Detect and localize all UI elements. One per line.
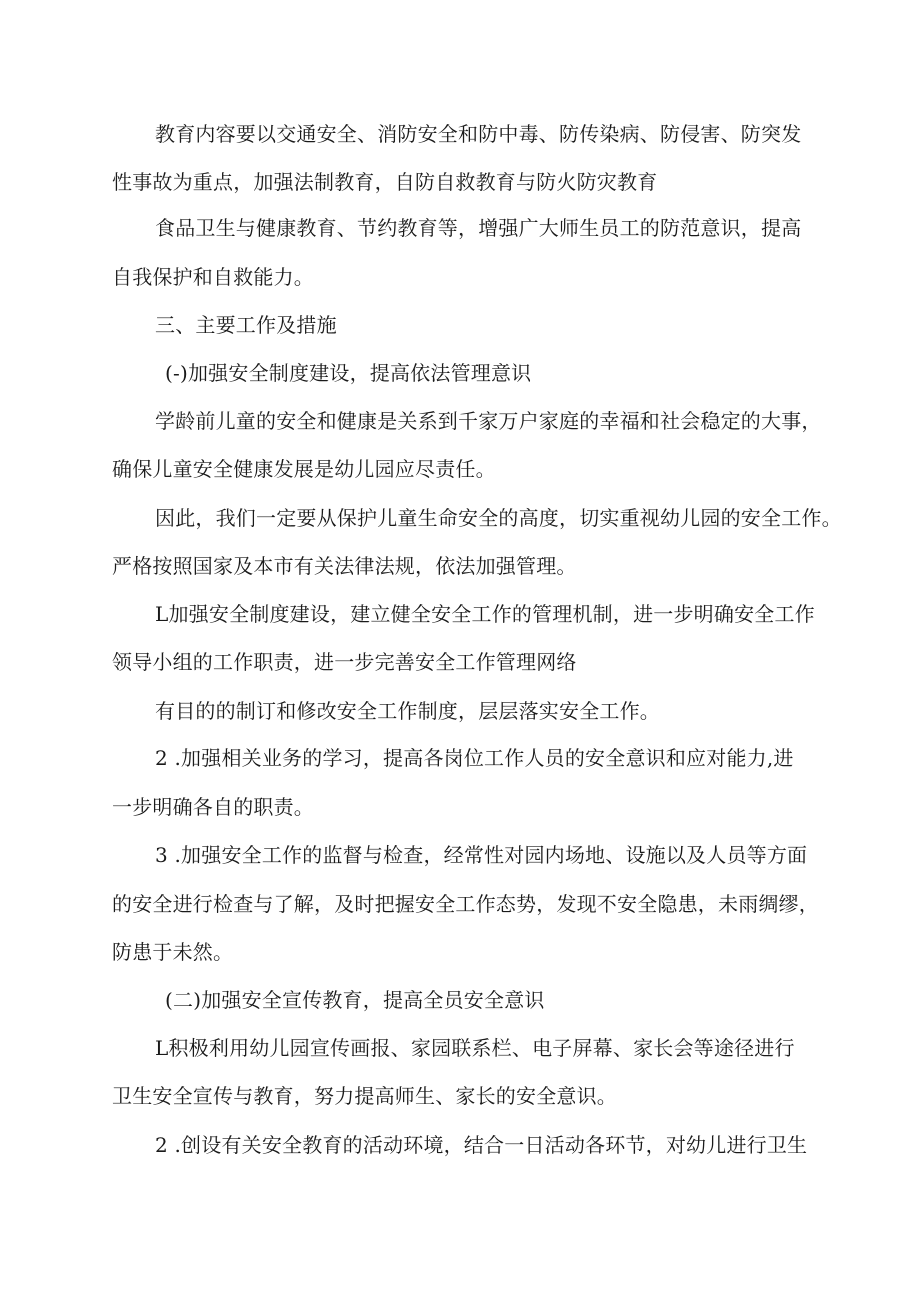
paragraph-line: 学龄前儿童的安全和健康是关系到千家万户家庭的幸福和社会稳定的大事， (155, 409, 822, 433)
paragraph-line: 一步明确各自的职责。 (112, 795, 314, 819)
paragraph-line: 因此，我们一定要从保护儿童生命安全的高度，切实重视幼儿园的安全工作。 (155, 506, 842, 530)
paragraph-line: L加强安全制度建设，建立健全安全工作的管理机制，进一步明确安全工作 (155, 602, 815, 626)
paragraph-line: L积极利用幼儿园宣传画报、家园联系栏、电子屏幕、家长会等途径进行 (155, 1036, 795, 1060)
subsection-heading: (-)加强安全制度建设，提高依法管理意识 (165, 361, 532, 385)
paragraph-line: 严格按照国家及本市有关法律法规，依法加强管理。 (112, 554, 577, 578)
paragraph-line: 教育内容要以交通安全、消防安全和防中毒、防传染病、防侵害、防突发 (155, 122, 802, 146)
paragraph-line: 2 .创设有关安全教育的活动环境，结合一日活动各环节，对幼儿进行卫生 (155, 1133, 808, 1157)
paragraph-line: 防患于未然。 (112, 940, 234, 964)
paragraph-line: 3 .加强安全工作的监督与检查，经常性对园内场地、设施以及人员等方面 (155, 843, 808, 867)
subsection-heading: (二)加强安全宣传教育，提高全员安全意识 (165, 988, 545, 1012)
paragraph-line: 卫生安全宣传与教育，努力提高师生、家长的安全意识。 (112, 1084, 617, 1108)
paragraph-line: 确保儿童安全健康发展是幼儿园应尽责任。 (112, 457, 496, 481)
paragraph-line: 性事故为重点，加强法制教育，自防自救教育与防火防灾教育 (112, 170, 658, 194)
paragraph-line: 领导小组的工作职责，进一步完善安全工作管理网络 (112, 650, 577, 674)
paragraph-line: 自我保护和自救能力。 (112, 265, 314, 289)
paragraph-line: 食品卫生与健康教育、节约教育等，增强广大师生员工的防范意识，提高 (155, 216, 802, 240)
paragraph-line: 的安全进行检查与了解，及时把握安全工作态势，发现不安全隐患，未雨绸缪， (112, 892, 819, 916)
section-heading: 三、主要工作及措施 (155, 313, 337, 337)
paragraph-line: 2 .加强相关业务的学习，提高各岗位工作人员的安全意识和应对能力,进 (155, 746, 794, 770)
paragraph-line: 有目的的制订和修改安全工作制度，层层落实安全工作。 (155, 699, 660, 723)
